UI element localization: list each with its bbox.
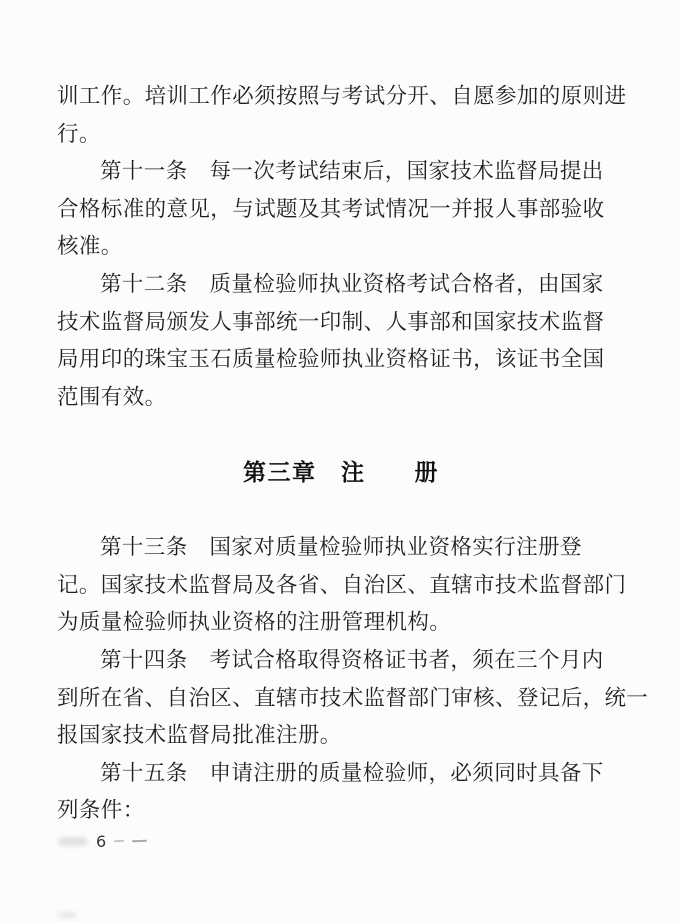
text-line: 范围有效。 xyxy=(57,384,167,409)
scan-smudge-left xyxy=(58,837,88,846)
page-number: 6 xyxy=(96,831,107,851)
text-line: 训工作。培训工作必须按照与考试分开、自愿参加的原则进 xyxy=(57,84,627,108)
document-text-block xyxy=(57,78,649,830)
text-line: 列条件： xyxy=(57,798,145,823)
text-line: 第十三条 国家对质量检验师执业资格实行注册登 xyxy=(100,535,582,560)
text-line: 报国家技术监督局批准注册。 xyxy=(57,723,342,748)
text-line: 到所在省、自治区、直辖市技术监督部门审核、登记后，统一 xyxy=(57,685,649,710)
text-line: 记。国家技术监督局及各省、自治区、直辖市技术监督部门 xyxy=(57,572,627,597)
text-line: 技术监督局颁发人事部统一印制、人事部和国家技术监督 xyxy=(57,309,605,334)
chapter-heading: 第三章 注 册 xyxy=(243,459,439,485)
scan-artifact-dash xyxy=(132,840,147,843)
text-line: 第十二条 质量检验师执业资格考试合格者，由国家 xyxy=(100,271,604,296)
scan-smudge-bottom xyxy=(57,912,77,918)
scan-artifact-dash xyxy=(114,840,124,843)
text-line: 为质量检验师执业资格的注册管理机构。 xyxy=(57,610,452,635)
text-line: 行。 xyxy=(57,121,101,146)
text-line: 第十一条 每一次考试结束后，国家技术监督局提出 xyxy=(100,159,604,184)
text-line: 第十五条 申请注册的质量检验师，必须同时具备下 xyxy=(100,760,604,785)
text-line: 核准。 xyxy=(57,234,123,259)
text-line: 第十四条 考试合格取得资格证书者，须在三个月内 xyxy=(100,647,604,672)
page-footer xyxy=(58,830,147,852)
text-line: 合格标准的意见，与试题及其考试情况一并报人事部验收 xyxy=(57,196,605,221)
text-line: 局用印的珠宝玉石质量检验师执业资格证书，该证书全国 xyxy=(57,347,605,372)
